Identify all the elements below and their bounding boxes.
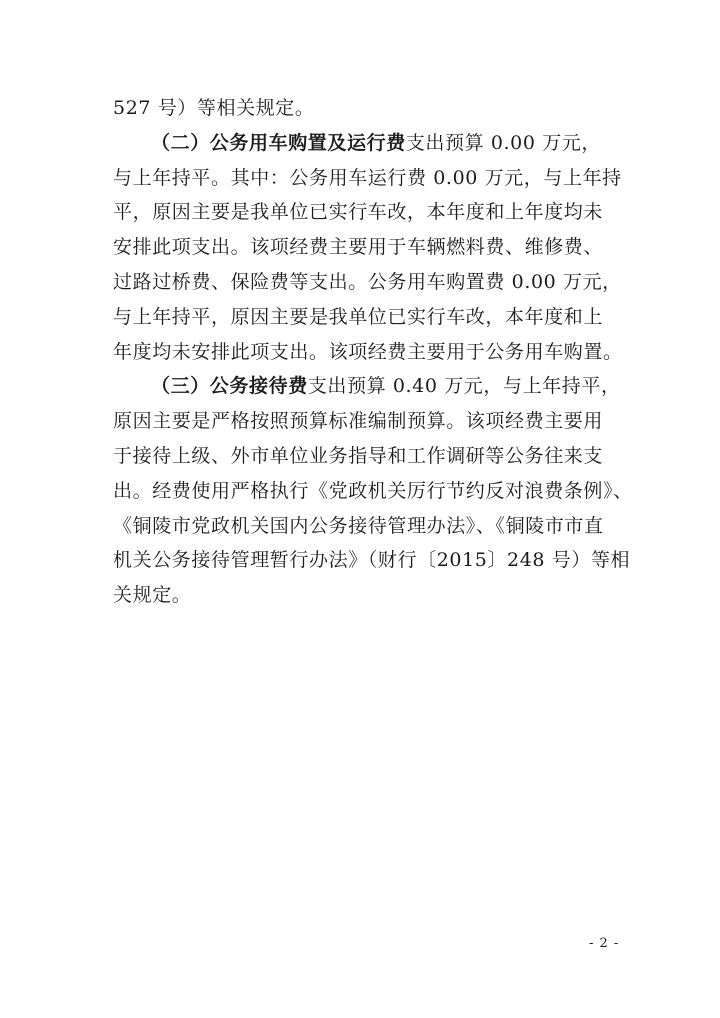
section-3-heading: （三）公务接待费 xyxy=(151,375,308,398)
page-number: - 2 - xyxy=(589,936,620,951)
section-3-first-line xyxy=(113,369,621,404)
section-3-line: 原因主要是严格按照预算标准编制预算。该项经费主要用 xyxy=(113,410,604,433)
section-3-line: 《铜陵市党政机关国内公务接待管理办法》、《铜陵市市直 xyxy=(113,514,604,537)
section-2-first-line xyxy=(113,126,613,161)
document-body xyxy=(113,91,633,613)
section-3-first-line-text: 支出预算 0.40 万元，与上年持平， xyxy=(307,375,621,398)
section-2-line: 安排此项支出。该项经费主要用于车辆燃料费、维修费、 xyxy=(113,236,604,259)
section-2-line: 年度均未安排此项支出。该项经费主要用于公务用车购置。 xyxy=(113,340,623,363)
section-3-line: 关规定。 xyxy=(113,584,192,607)
section-2-first-line-text: 支出预算 0.00 万元， xyxy=(405,131,601,154)
section-3-line: 机关公务接待管理暂行办法》（财行〔2015〕248 号）等相 xyxy=(113,549,631,572)
section-2-line: 平，原因主要是我单位已实行车改，本年度和上年度均未 xyxy=(113,201,604,224)
section-2-line: 过路过桥费、保险费等支出。公务用车购置费 0.00 万元， xyxy=(113,270,622,293)
section-3-line: 于接待上级、外市单位业务指导和工作调研等公务往来支 xyxy=(113,444,604,467)
section-3-line: 出。经费使用严格执行《党政机关厉行节约反对浪费条例》、 xyxy=(113,479,633,502)
paragraph-continuation-line: 527 号）等相关规定。 xyxy=(113,97,315,119)
section-2-heading: （二）公务用车购置及运行费 xyxy=(151,131,406,154)
section-2-line: 与上年持平。其中：公务用车运行费 0.00 万元，与上年持 xyxy=(113,166,622,189)
section-2-line: 与上年持平，原因主要是我单位已实行车改，本年度和上 xyxy=(113,305,604,328)
